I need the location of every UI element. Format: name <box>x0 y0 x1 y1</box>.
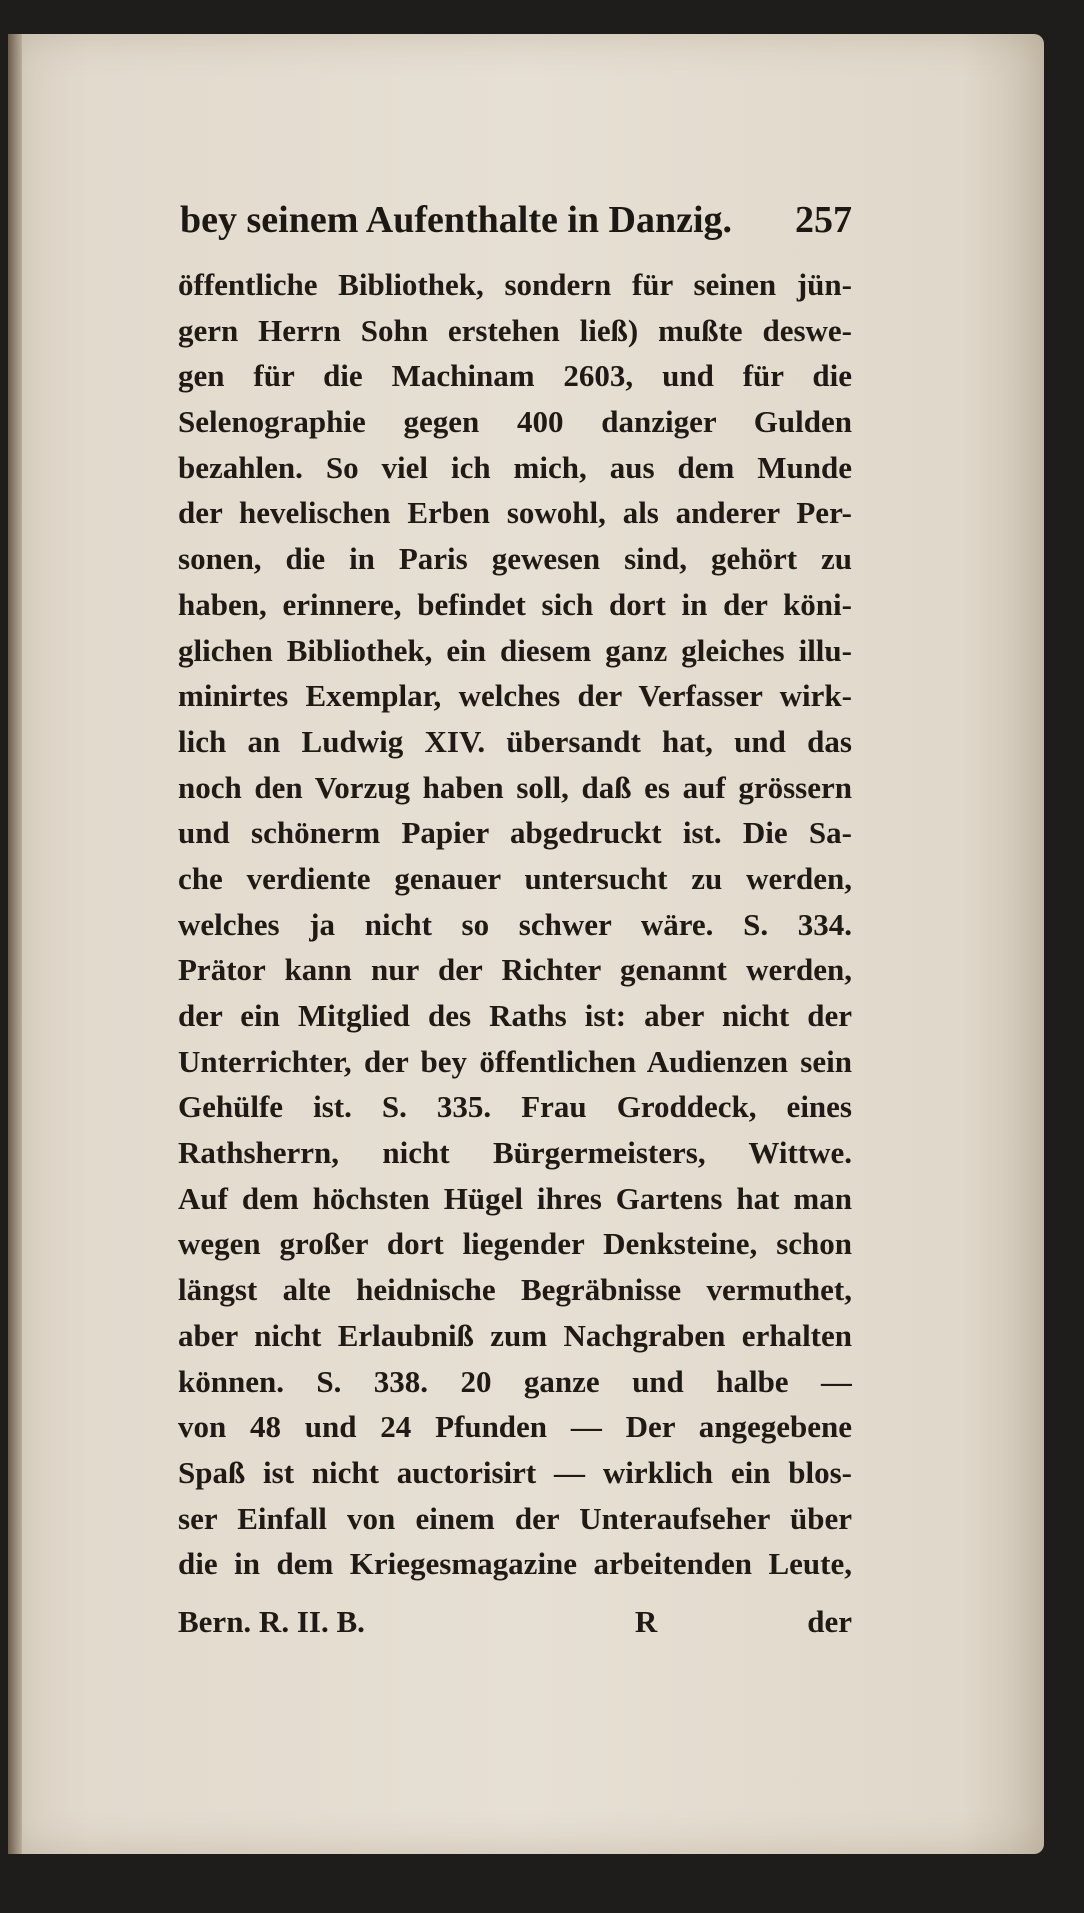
running-title: bey seinem Aufenthalte in Danzig. <box>180 199 733 241</box>
text-line: und schönerm Papier abgedruckt ist. Die Sa- <box>178 815 852 851</box>
text-line: gen für die Machinam 2603, und für die <box>178 358 852 394</box>
text-line: welches ja nicht so schwer wäre. S. 334. <box>178 906 852 942</box>
text-line: Rathsherrn, nicht Bürgermeisters, Wittwe. <box>178 1135 852 1171</box>
page-gutter <box>8 34 22 1854</box>
text-line: längst alte heidnische Begräbnisse vermuthet, <box>178 1272 852 1308</box>
printer-signature: Bern. R. II. B. <box>178 1604 365 1639</box>
text-line: Auf dem höchsten Hügel ihres Gartens hat man <box>178 1180 852 1216</box>
text-line: wegen großer dort liegender Denksteine, schon <box>178 1226 852 1262</box>
text-line: gern Herrn Sohn erstehen ließ) mußte deswe- <box>178 312 852 348</box>
text-line: noch den Vorzug haben soll, daß es auf grössern <box>178 769 852 805</box>
text-line: können. S. 338. 20 ganze und halbe — <box>178 1363 852 1399</box>
page-number: 257 <box>795 199 852 241</box>
page-footer <box>178 1604 852 1640</box>
text-line: der hevelischen Erben sowohl, als anderer Per- <box>178 495 852 531</box>
text-line: Unterrichter, der bey öffentlichen Audienzen sein <box>178 1043 852 1079</box>
text-line: öffentliche Bibliothek, sondern für seinen jün- <box>178 267 852 302</box>
text-line: lich an Ludwig XIV. übersandt hat, und das <box>178 723 852 759</box>
text-line: Selenographie gegen 400 danziger Gulden <box>178 404 852 440</box>
text-line: minirtes Exemplar, welches der Verfasser wirk- <box>178 678 852 714</box>
text-line: glichen Bibliothek, ein diesem ganz gleiches illu- <box>178 632 852 668</box>
text-line: haben, erinnere, befindet sich dort in der köni- <box>178 586 852 622</box>
text-line: Gehülfe ist. S. 335. Frau Groddeck, eines <box>178 1089 852 1125</box>
text-line: die in dem Kriegesmagazine arbeitenden Leute, <box>178 1546 852 1582</box>
text-line: sonen, die in Paris gewesen sind, gehört zu <box>178 541 852 577</box>
body-text <box>178 262 852 1587</box>
text-line: che verdiente genauer untersucht zu werden, <box>178 860 852 896</box>
text-line: aber nicht Erlaubniß zum Nachgraben erhalten <box>178 1317 852 1353</box>
catchword: der <box>807 1604 852 1639</box>
signature-mark: R <box>634 1604 658 1639</box>
running-head <box>180 198 852 242</box>
text-line: bezahlen. So viel ich mich, aus dem Munde <box>178 449 852 485</box>
text-line: Prätor kann nur der Richter genannt werden, <box>178 952 852 988</box>
text-line: von 48 und 24 Pfunden — Der angegebene <box>178 1409 852 1445</box>
text-line: Spaß ist nicht auctorisirt — wirklich ein blos- <box>178 1454 852 1490</box>
text-line: der ein Mitglied des Raths ist: aber nicht der <box>178 998 852 1033</box>
text-line: ser Einfall von einem der Unteraufseher über <box>178 1500 852 1536</box>
